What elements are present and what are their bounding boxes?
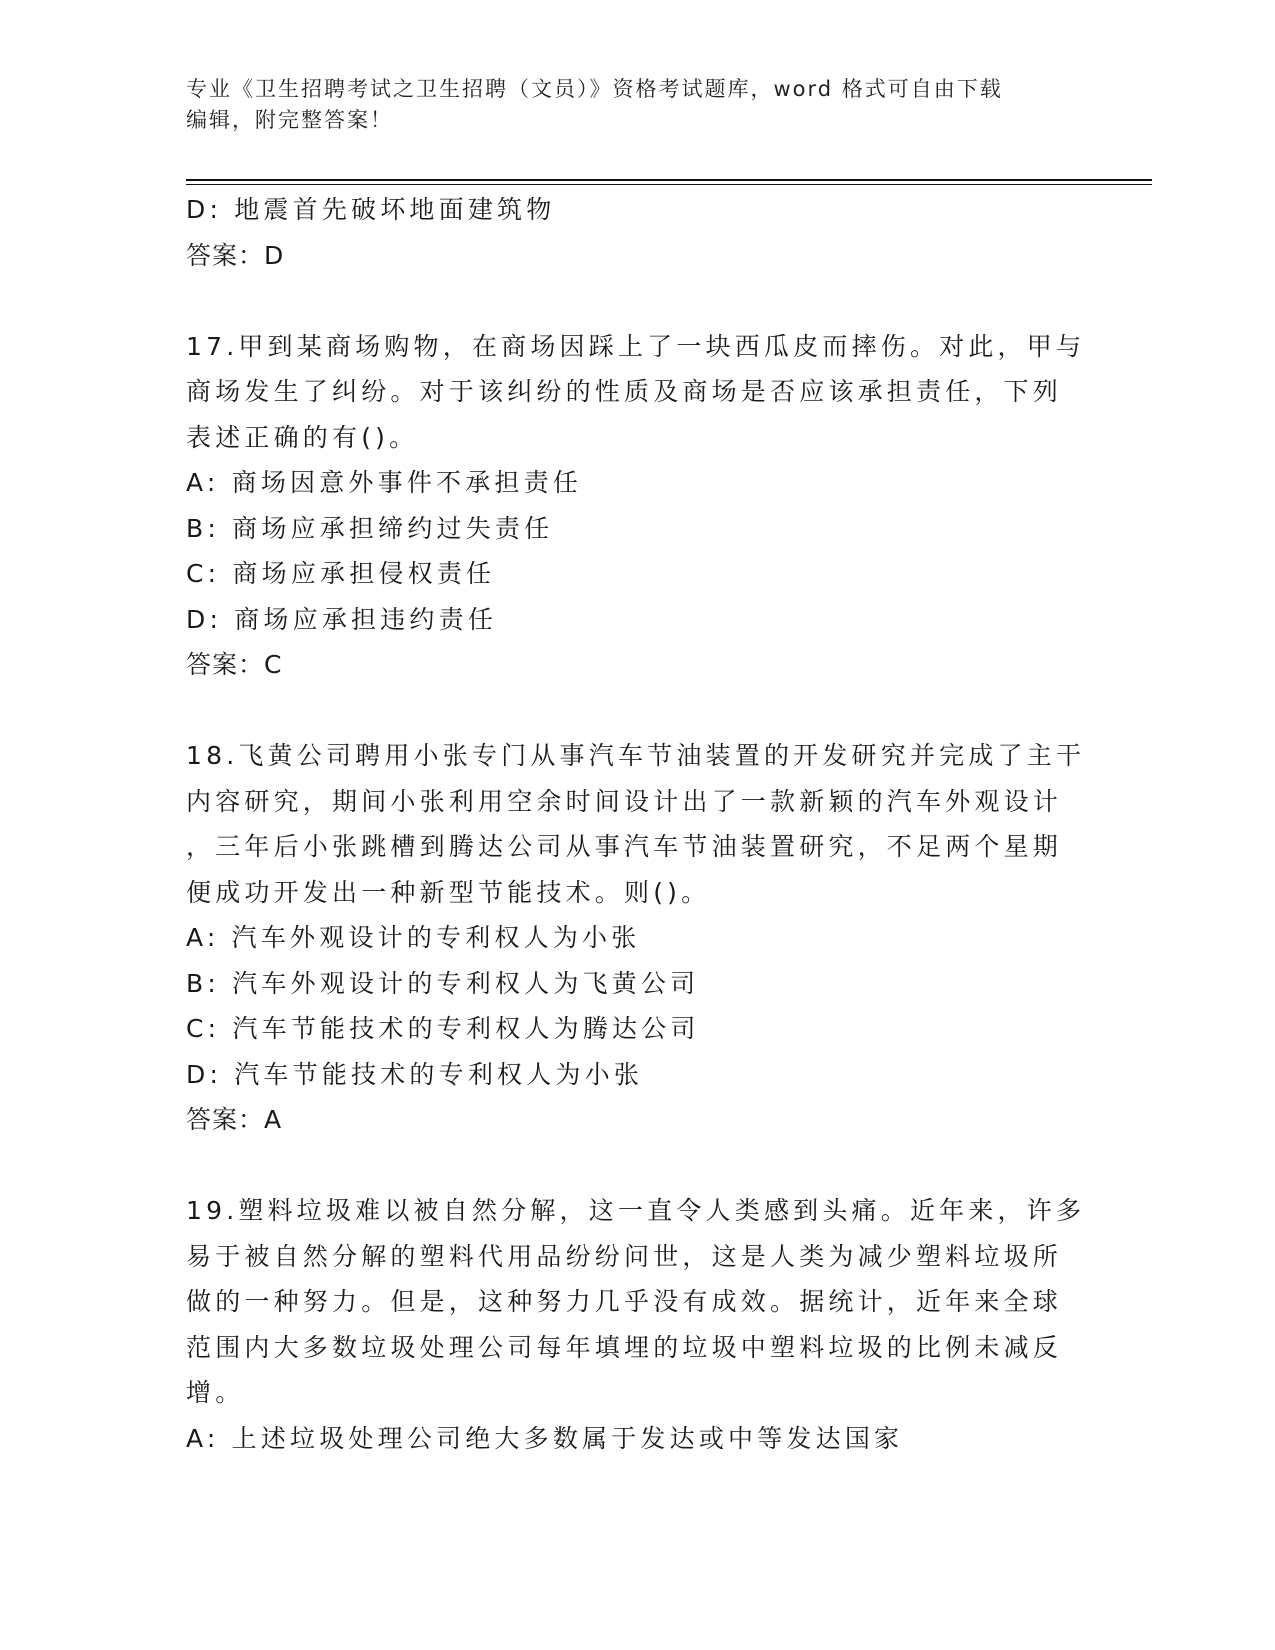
question-stem-line: 商场发生了纠纷。对于该纠纷的性质及商场是否应该承担责任，下列	[186, 377, 1063, 406]
spacer	[186, 278, 1086, 324]
option-b: B: 汽车外观设计的专利权人为飞黄公司	[186, 968, 700, 998]
question-content	[186, 187, 1086, 1461]
question-stem-line: 18.飞黄公司聘用小张专门从事汽车节油装置的开发研究并完成了主干	[186, 741, 1086, 770]
question-18	[186, 733, 1086, 1143]
answer: 答案：C	[186, 650, 283, 679]
option-d: D: 地震首先破坏地面建筑物	[186, 195, 556, 224]
answer: 答案：D	[186, 240, 285, 270]
header-divider-thin	[186, 184, 1152, 185]
header-line-1: 专业《卫生招聘考试之卫生招聘（文员）》资格考试题库，word 格式可自由下载	[186, 77, 1003, 101]
option-b: B: 商场应承担缔约过失责任	[186, 513, 554, 543]
question-19	[186, 1188, 1086, 1461]
question-stem-line: 内容研究，期间小张利用空余时间设计出了一款新颖的汽车外观设计	[186, 786, 1063, 816]
spacer	[186, 688, 1086, 734]
header-line-2: 编辑，附完整答案！	[186, 108, 393, 132]
option-a: A: 商场因意外事件不承担责任	[186, 468, 583, 497]
question-16-tail	[186, 187, 1086, 278]
question-stem-line: 做的一种努力。但是，这种努力几乎没有成效。据统计，近年来全球	[186, 1287, 1063, 1316]
option-a: A: 上述垃圾处理公司绝大多数属于发达或中等发达国家	[186, 1423, 904, 1453]
question-stem-line: 范围内大多数垃圾处理公司每年填埋的垃圾中塑料垃圾的比例未减反	[186, 1332, 1063, 1362]
option-c: C: 商场应承担侵权责任	[186, 559, 496, 588]
page-header	[186, 74, 1066, 136]
question-stem-line: 19.塑料垃圾难以被自然分解，这一直令人类感到头痛。近年来，许多	[186, 1196, 1086, 1225]
answer: 答案：A	[186, 1105, 283, 1134]
question-stem-line: 便成功开发出一种新型节能技术。则()。	[186, 877, 711, 907]
option-c: C: 汽车节能技术的专利权人为腾达公司	[186, 1014, 700, 1043]
spacer	[186, 1143, 1086, 1189]
question-stem-line: 表述正确的有()。	[186, 422, 419, 452]
question-stem-line: ，三年后小张跳槽到腾达公司从事汽车节油装置研究，不足两个星期	[186, 832, 1063, 861]
header-divider	[186, 179, 1152, 181]
question-stem-line: 17.甲到某商场购物，在商场因踩上了一块西瓜皮而摔伤。对此，甲与	[186, 331, 1086, 361]
option-a: A: 汽车外观设计的专利权人为小张	[186, 923, 641, 952]
option-d: D: 商场应承担违约责任	[186, 604, 498, 634]
question-stem-line: 易于被自然分解的塑料代用品纷纷问世，这是人类为减少塑料垃圾所	[186, 1241, 1063, 1271]
option-d: D: 汽车节能技术的专利权人为小张	[186, 1059, 644, 1089]
question-17	[186, 324, 1086, 688]
question-stem-line: 增。	[186, 1378, 245, 1407]
